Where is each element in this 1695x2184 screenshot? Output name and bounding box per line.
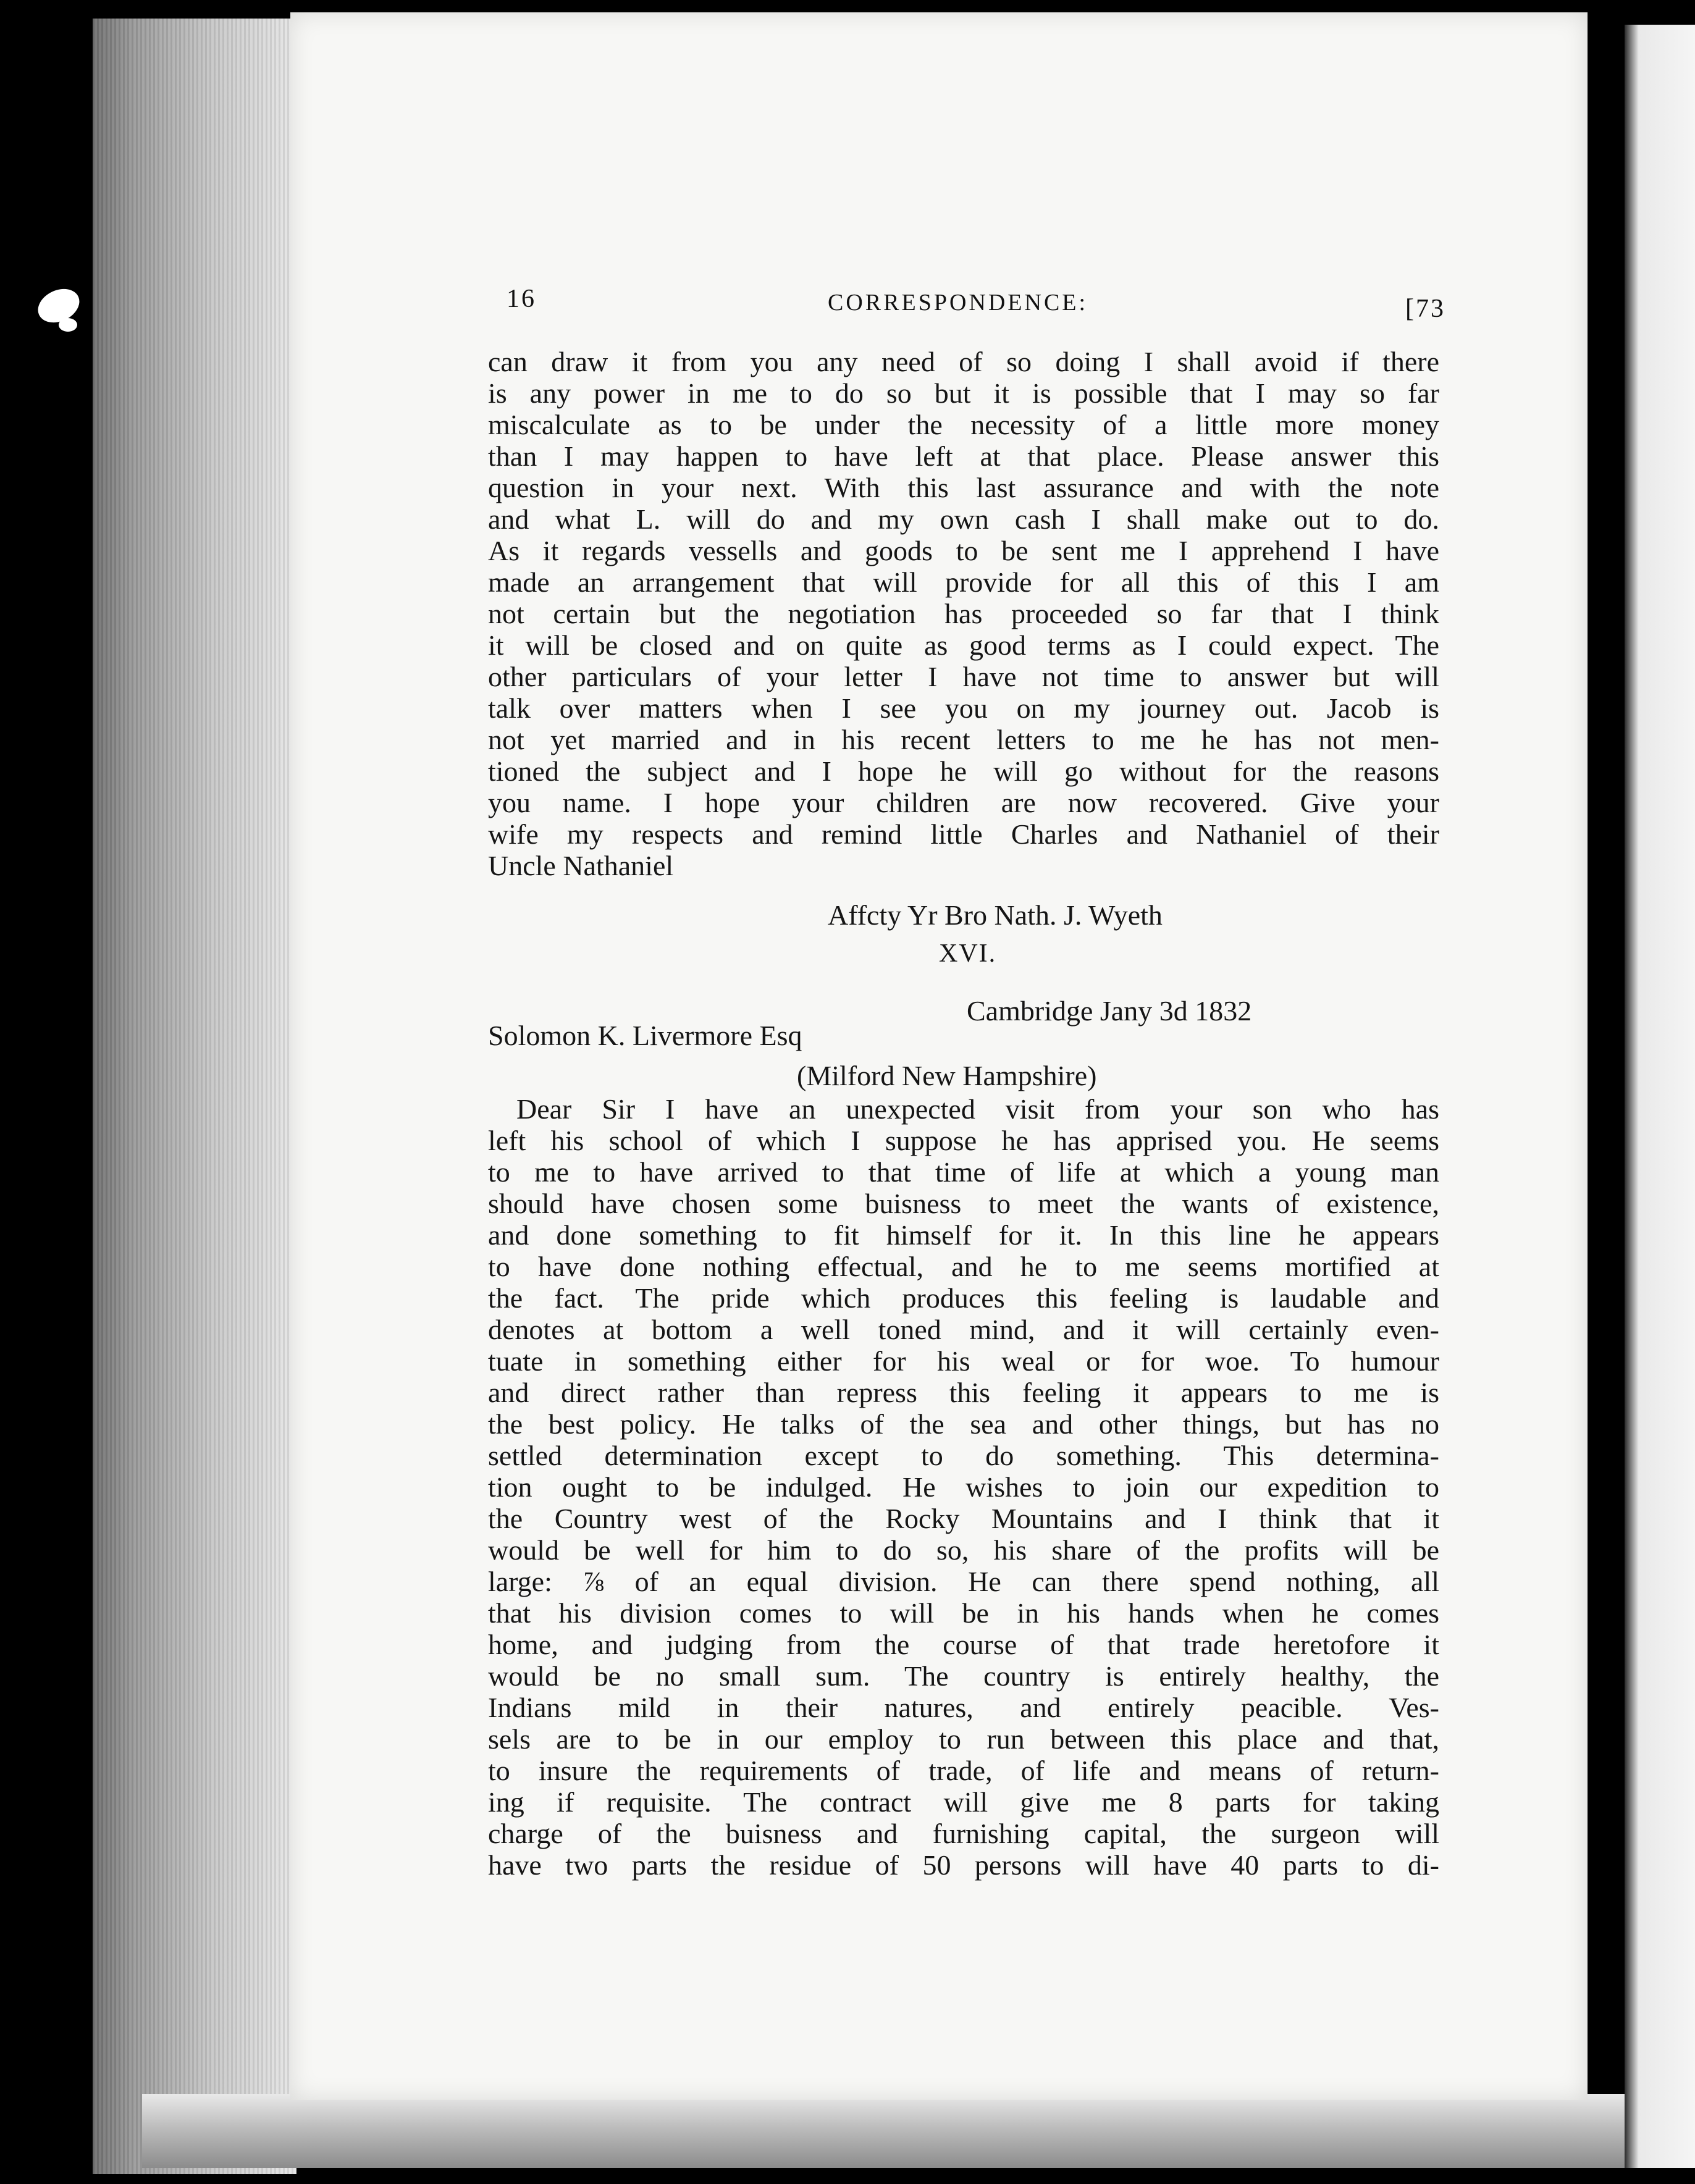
book-page-edges-left <box>93 19 297 2174</box>
addressee: Solomon K. Livermore Esq <box>488 1020 802 1051</box>
letter-continuation <box>488 346 1439 881</box>
text-line: to me to have arrived to that time of life at which a young man <box>488 1156 1439 1188</box>
text-line: question in your next. With this last assurance and with the note <box>488 472 1439 503</box>
text-line: Dear Sir I have an unexpected visit from your son who has <box>516 1093 1439 1125</box>
text-line: sels are to be in our employ to run between this place and that, <box>488 1723 1439 1755</box>
text-line: and direct rather than repress this feeling it appears to me is <box>488 1377 1439 1408</box>
text-line: the best policy. He talks of the sea and other things, but has no <box>488 1408 1439 1440</box>
text-line: made an arrangement that will provide for all this of this I am <box>488 566 1439 598</box>
text-line: left his school of which I suppose he has apprised you. He seems <box>488 1125 1439 1156</box>
address: (Milford New Hampshire) <box>797 1060 1097 1091</box>
text-line: other particulars of your letter I have not time to answer but will <box>488 661 1439 692</box>
reference-mark: [73 <box>1405 295 1445 323</box>
place-date: Cambridge Jany 3d 1832 <box>967 995 1252 1027</box>
text-line: the Country west of the Rocky Mountains and I think that it <box>488 1503 1439 1534</box>
text-line: would be well for him to do so, his share of the profits will be <box>488 1534 1439 1566</box>
text-line: settled determination except to do something. This determina- <box>488 1440 1439 1471</box>
book-page-edges-bottom <box>142 2094 1637 2168</box>
text-line: and what L. will do and my own cash I shall make out to do. <box>488 503 1439 535</box>
text-line: miscalculate as to be under the necessity of a little more money <box>488 409 1439 440</box>
text-line: not certain but the negotiation has proceeded so far that I think <box>488 598 1439 629</box>
text-line: As it regards vessells and goods to be sent me I apprehend I have <box>488 535 1439 566</box>
text-line: Indians mild in their natures, and entirely peacible. Ves- <box>488 1692 1439 1723</box>
text-line: ing if requisite. The contract will give me 8 parts for taking <box>488 1786 1439 1818</box>
letter-number: XVI. <box>939 939 997 968</box>
text-line: would be no small sum. The country is entirely healthy, the <box>488 1660 1439 1692</box>
text-line: that his division comes to will be in his hands when he comes <box>488 1597 1439 1629</box>
scan-speck <box>59 318 77 332</box>
text-line: talk over matters when I see you on my journey out. Jacob is <box>488 692 1439 724</box>
text-line: tion ought to be indulged. He wishes to join our expedition to <box>488 1471 1439 1503</box>
facing-page-edge <box>1625 25 1695 2168</box>
text-line: to insure the requirements of trade, of life and means of return- <box>488 1755 1439 1786</box>
page-number: 16 <box>507 285 536 313</box>
text-line: not yet married and in his recent letters to me he has not men- <box>488 724 1439 755</box>
text-line: tioned the subject and I hope he will go without for the reasons <box>488 755 1439 787</box>
text-line: and done something to fit himself for it. In this line he appears <box>488 1219 1439 1251</box>
running-header <box>507 284 1445 327</box>
letter-body <box>488 1093 1439 1881</box>
signature: Affcty Yr Bro Nath. J. Wyeth <box>828 899 1163 931</box>
text-line: large: ⅞ of an equal division. He can there spend nothing, all <box>488 1566 1439 1597</box>
text-line: wife my respects and remind little Charles and Nathaniel of their <box>488 818 1439 850</box>
text-line: the fact. The pride which produces this feeling is laudable and <box>488 1282 1439 1314</box>
text-line: to have done nothing effectual, and he to me seems mortified at <box>488 1251 1439 1282</box>
text-line: is any power in me to do so but it is possible that I may so far <box>488 377 1439 409</box>
text-line: it will be closed and on quite as good terms as I could expect. The <box>488 629 1439 661</box>
text-line: denotes at bottom a well toned mind, and it will certainly even- <box>488 1314 1439 1345</box>
text-line: can draw it from you any need of so doing I shall avoid if there <box>488 346 1439 377</box>
text-line: home, and judging from the course of that trade heretofore it <box>488 1629 1439 1660</box>
running-title: CORRESPONDENCE: <box>828 290 1088 316</box>
text-line: Uncle Nathaniel <box>488 850 674 881</box>
text-line: charge of the buisness and furnishing capital, the surgeon will <box>488 1818 1439 1849</box>
text-line: you name. I hope your children are now recovered. Give your <box>488 787 1439 818</box>
text-line: than I may happen to have left at that place. Please answer this <box>488 440 1439 472</box>
text-line: should have chosen some buisness to meet the wants of existence, <box>488 1188 1439 1219</box>
text-line: have two parts the residue of 50 persons will have 40 parts to di- <box>488 1849 1439 1881</box>
text-line: tuate in something either for his weal or for woe. To humour <box>488 1345 1439 1377</box>
